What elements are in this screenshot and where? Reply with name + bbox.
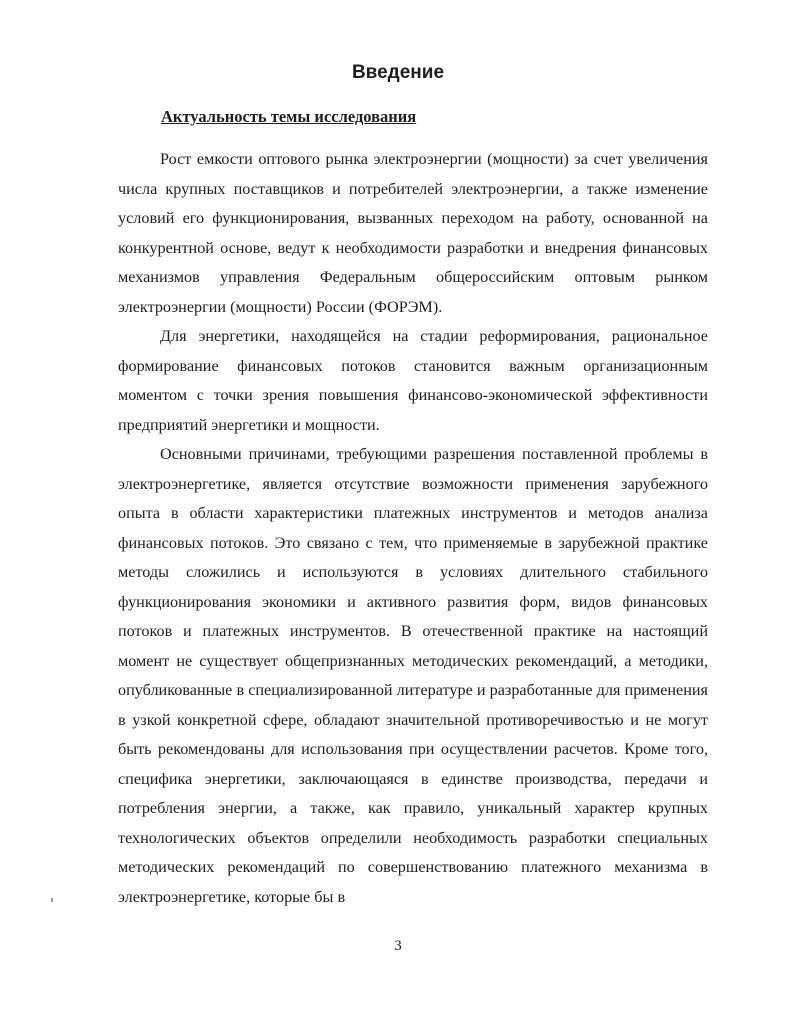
paragraph-3: Основными причинами, требующими разрешения поставленной проблемы в электроэнергетике, является отсутствие возможности применения зарубежного опыта в области характеристики платежных инструментов и методов анализа финансовых потоков. Это связано с тем, что применяемые в зарубежной практике методы сложились и используются в условиях длительного стабильного функционирования экономики и активного развития форм, видов финансовых потоков и платежных инструментов. В отечественной практике на настоящий момент не существует общепризнанных методических рекомендаций, а методики, опубликованные в специализированной литературе и разработанные для применения в узкой конкретной сфере, обладают значительной противоречивостью и не могут быть рекомендованы для использования при осуществлении расчетов. Кроме того, специфика энергетики, заключающаяся в единстве производства, передачи и потребления энергии, а также, как правило, уникальный характер крупных технологических объектов определили необходимость разработки специальных методических рекомендаций по совершенствованию платежного механизма в электроэнергетике, которые бы в	[118, 445, 708, 906]
paragraph-2: Для энергетики, находящейся на стадии реформирования, рациональное формирование финансовых потоков становится важным организационным моментом с точки зрения повышения финансово-экономической эффективности предприятий энергетики и мощности.	[118, 327, 708, 434]
page-number: 3	[394, 938, 402, 954]
section-heading: Актуальность темы исследования	[161, 107, 417, 126]
scan-artifact	[51, 898, 53, 902]
paragraph-1: Рост емкости оптового рынка электроэнергии (мощности) за счет увеличения числа крупных поставщиков и потребителей электроэнергии, а также изменение условий его функционирования, вызванных переходом на работу, основанной на конкурентной основе, ведут к необходимости разработки и внедрения финансовых механизмов управления Федеральным общероссийским оптовым рынком электроэнергии (мощности) России (ФОРЭМ).	[118, 150, 708, 316]
page-title: Введение	[351, 62, 445, 83]
body-text	[118, 145, 708, 912]
